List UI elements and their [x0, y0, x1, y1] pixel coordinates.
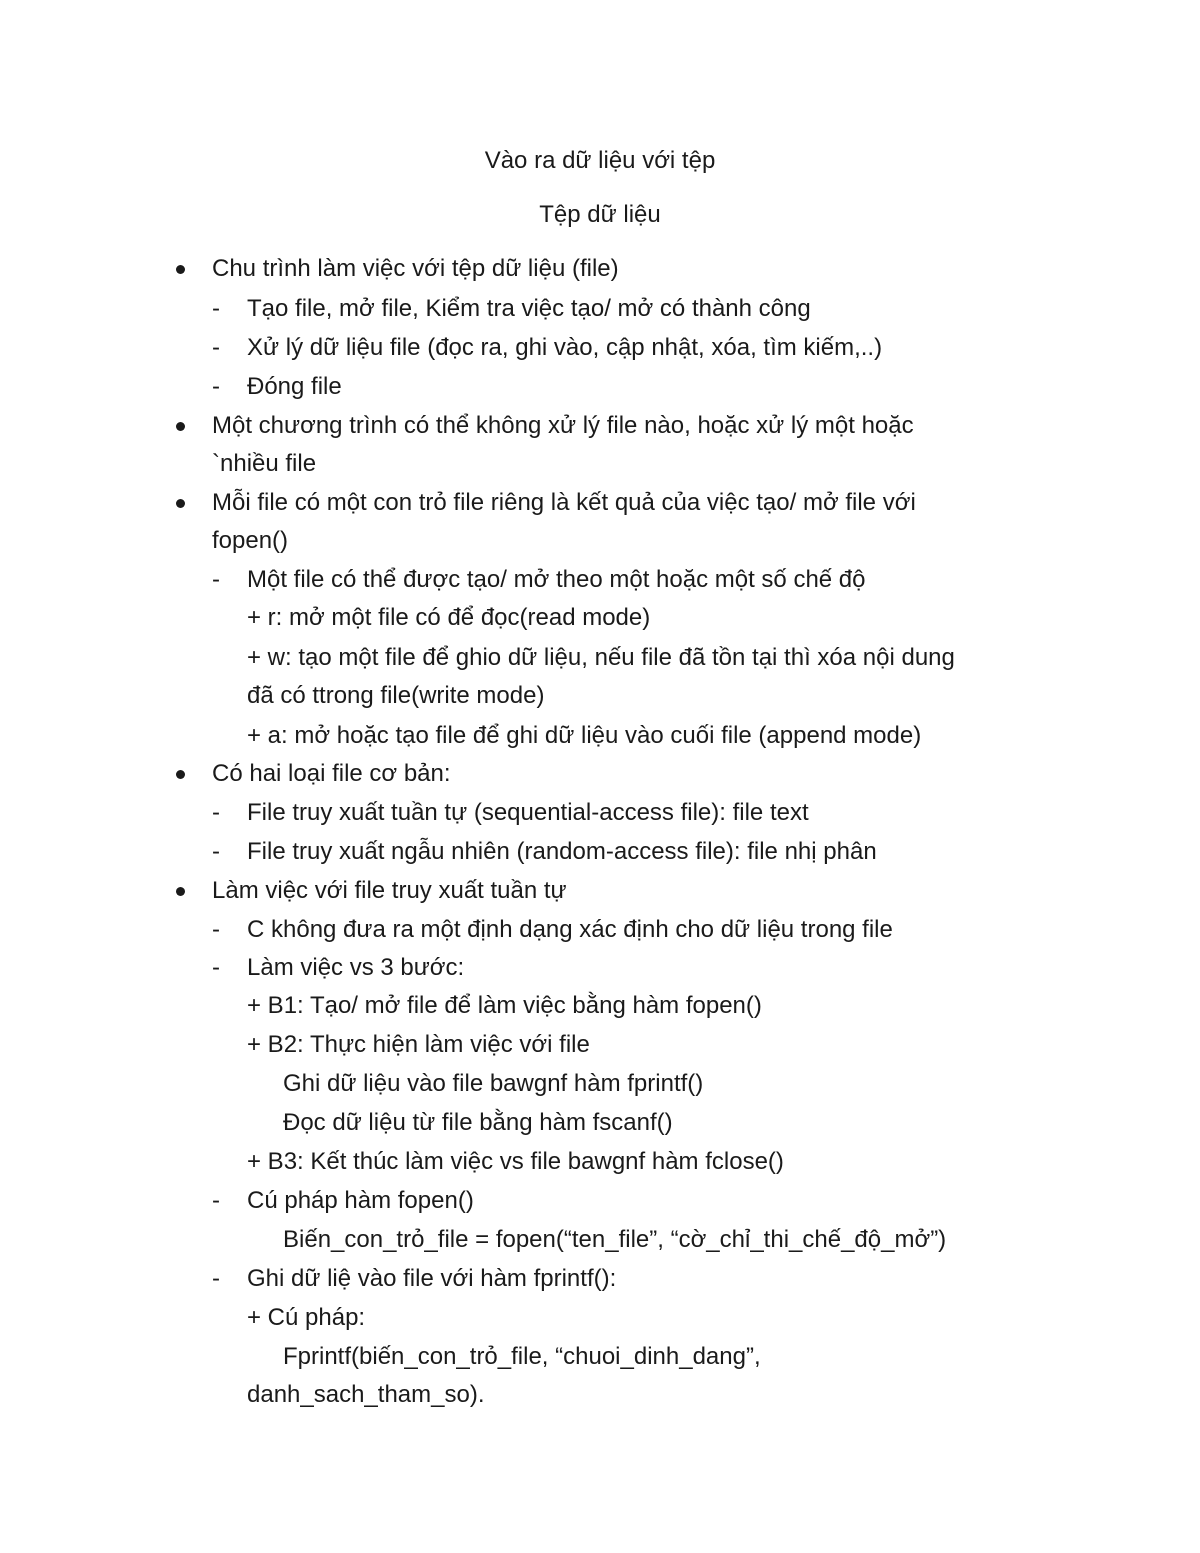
dash-text: Đóng file [247, 373, 342, 400]
dash-text: C không đưa ra một định dạng xác định cho dữ liệu trong file [247, 916, 893, 943]
dash-marker: - [212, 334, 220, 361]
dash-marker: - [212, 799, 220, 826]
syntax-line: Biến_con_trỏ_file = fopen(“ten_file”, “cờ_chỉ_thi_chế_độ_mở”) [283, 1226, 947, 1253]
dash-marker: - [212, 566, 220, 593]
dash-marker: - [212, 1187, 220, 1214]
bullet-text: Một chương trình có thể không xử lý file nào, hoặc xử lý một hoặc [212, 412, 914, 439]
bullet-text-continued: fopen() [212, 527, 289, 554]
dash-marker: - [212, 916, 220, 943]
step-item: + B2: Thực hiện làm việc với file [247, 1031, 590, 1058]
dash-marker: - [212, 373, 220, 400]
syntax-label: + Cú pháp: [247, 1304, 366, 1331]
bullet-dot [176, 887, 185, 896]
dash-text: Xử lý dữ liệu file (đọc ra, ghi vào, cập nhật, xóa, tìm kiếm,..) [247, 334, 883, 361]
mode-item: + r: mở một file có để đọc(read mode) [247, 604, 651, 631]
dash-text: File truy xuất ngẫu nhiên (random-access file): file nhị phân [247, 838, 877, 865]
dash-text: Một file có thể được tạo/ mở theo một hoặc một số chế độ [247, 566, 866, 593]
section-heading: Tệp dữ liệu [539, 201, 661, 228]
bullet-text: Làm việc với file truy xuất tuần tự [212, 877, 567, 904]
document-title: Vào ra dữ liệu với tệp [484, 147, 716, 174]
mode-item: + a: mở hoặc tạo file để ghi dữ liệu vào cuối file (append mode) [247, 722, 922, 749]
step-item: + B3: Kết thúc làm việc vs file bawgnf hàm fclose() [247, 1148, 784, 1175]
dash-text: File truy xuất tuần tự (sequential-access file): file text [247, 799, 809, 826]
bullet-text-continued: `nhiều file [212, 450, 317, 477]
step-item: + B1: Tạo/ mở file để làm việc bằng hàm fopen() [247, 992, 762, 1019]
dash-text: Cú pháp hàm fopen() [247, 1187, 474, 1214]
step-detail: Đọc dữ liệu từ file bằng hàm fscanf() [283, 1109, 673, 1136]
dash-marker: - [212, 954, 220, 981]
bullet-dot [176, 499, 185, 508]
bullet-dot [176, 770, 185, 779]
step-detail: Ghi dữ liệu vào file bawgnf hàm fprintf() [283, 1070, 704, 1097]
bullet-text: Mỗi file có một con trỏ file riêng là kết quả của việc tạo/ mở file với [212, 489, 916, 516]
syntax-line-continued: danh_sach_tham_so). [247, 1381, 485, 1408]
mode-item-continued: đã có ttrong file(write mode) [247, 682, 545, 709]
mode-item: + w: tạo một file để ghio dữ liệu, nếu file đã tồn tại thì xóa nội dung [247, 644, 955, 671]
bullet-text: Có hai loại file cơ bản: [212, 760, 451, 787]
dash-text: Làm việc vs 3 bước: [247, 954, 465, 981]
syntax-line: Fprintf(biến_con_trỏ_file, “chuoi_dinh_dang”, [283, 1343, 761, 1370]
bullet-dot [176, 265, 185, 274]
dash-text: Ghi dữ liệ vào file với hàm fprintf(): [247, 1265, 617, 1292]
dash-text: Tạo file, mở file, Kiểm tra việc tạo/ mở có thành công [247, 295, 811, 322]
dash-marker: - [212, 1265, 220, 1292]
bullet-text: Chu trình làm việc với tệp dữ liệu (file) [212, 255, 619, 282]
bullet-dot [176, 422, 185, 431]
dash-marker: - [212, 295, 220, 322]
dash-marker: - [212, 838, 220, 865]
